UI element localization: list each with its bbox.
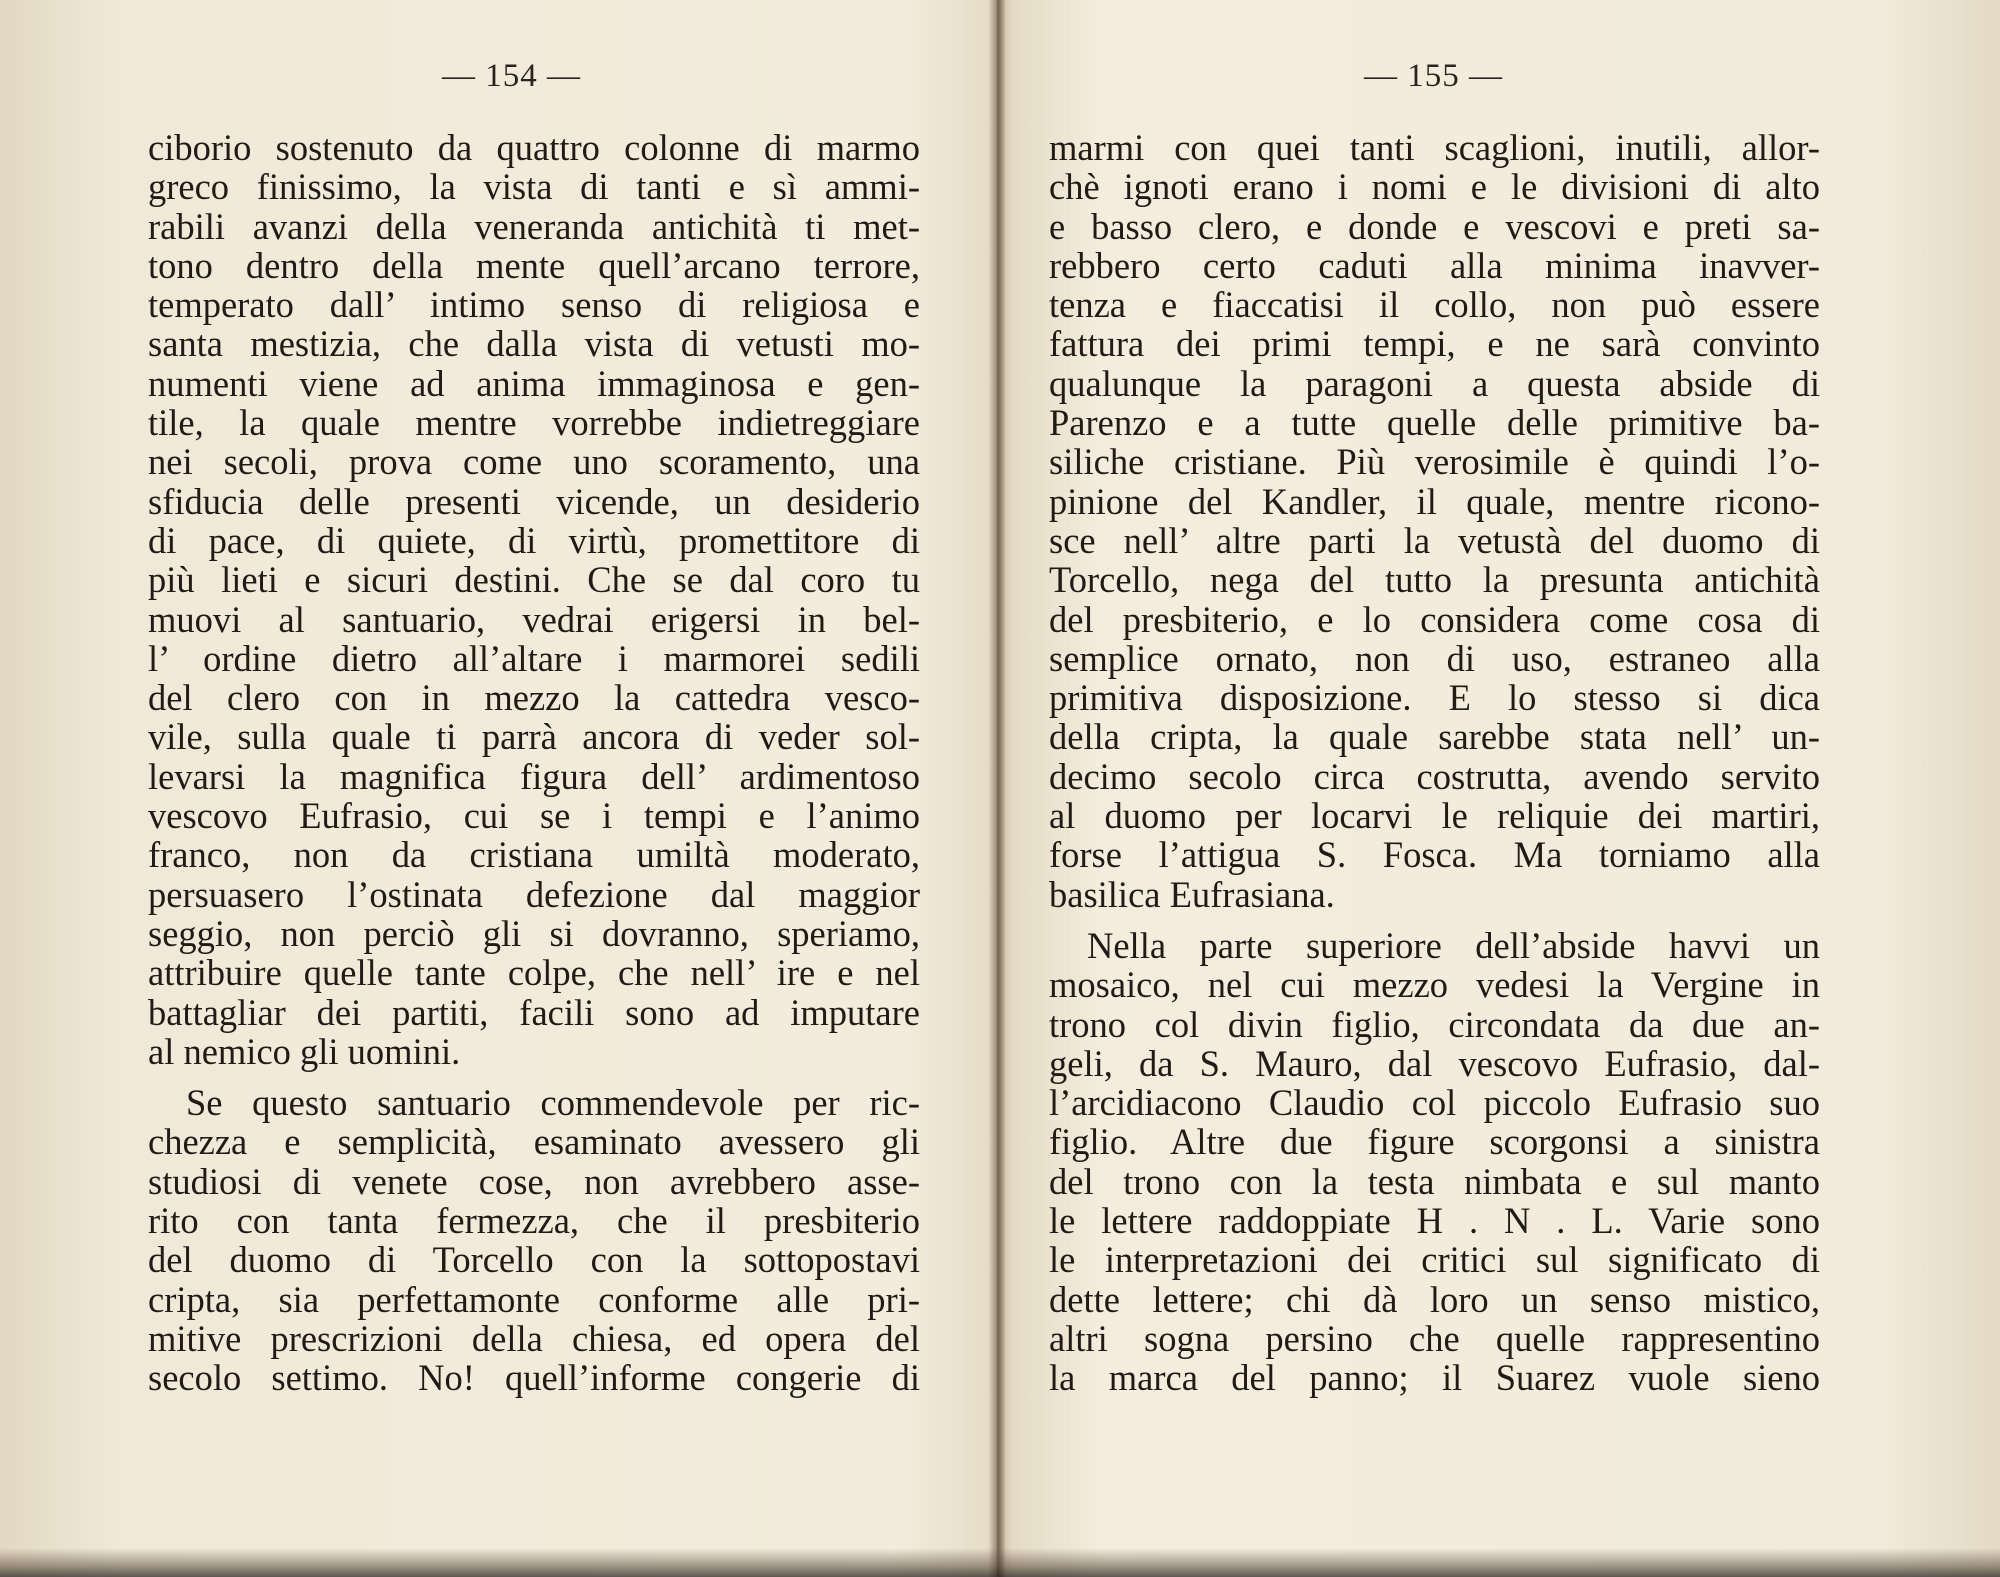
text-line: forse l’attigua S. Fosca. Ma torniamo alla <box>1049 834 1820 876</box>
text-line: marmi con quei tanti scaglioni, inutili, allor- <box>1049 127 1820 168</box>
text-line: più lieti e sicuri destini. Che se dal coro tu <box>148 559 920 601</box>
text-line: muovi al santuario, vedrai erigersi in bel- <box>148 598 920 640</box>
text-line: cripta, sia perfettamonte conforme alle pri- <box>148 1278 920 1320</box>
text-line: trono col divin figlio, circondata da due an- <box>1049 1003 1820 1045</box>
text-line: siliche cristiane. Più verosimile è quindi l’o- <box>1049 441 1820 483</box>
text-line: rito con tanta fermezza, che il presbiterio <box>148 1200 920 1242</box>
text-line: mosaico, nel cui mezzo vedesi la Vergine in <box>1049 964 1820 1006</box>
text-line: geli, da S. Mauro, dal vescovo Eufrasio, dal- <box>1049 1042 1820 1084</box>
text-line: di pace, di quiete, di virtù, promettitore di <box>148 519 920 561</box>
text-line: e basso clero, e donde e vescovi e preti sa- <box>1049 205 1820 247</box>
text-line: altri sogna persino che quelle rappresentino <box>1049 1317 1820 1359</box>
text-line: tono dentro della mente quell’arcano terrore, <box>148 244 920 286</box>
text-line: la marca del panno; il Suarez vuole sieno <box>1049 1357 1820 1399</box>
text-line: Nella parte superiore dell’abside havvi un <box>1087 924 1820 966</box>
text-line: fattura dei primi tempi, e ne sarà convinto <box>1049 323 1820 365</box>
text-line: attribuire quelle tante colpe, che nell’ ire e nel <box>148 952 920 994</box>
text-line: le interpretazioni dei critici sul significato di <box>1049 1239 1820 1281</box>
text-line: tenza e fiaccatisi il collo, non può essere <box>1049 284 1820 326</box>
text-line: della cripta, la quale sarebbe stata nell’ un- <box>1049 716 1820 758</box>
text-line: pinione del Kandler, il quale, mentre ricono- <box>1049 480 1820 522</box>
text-line: temperato dall’ intimo senso di religiosa e <box>148 284 920 326</box>
text-line: nei secoli, prova come uno scoramento, una <box>148 441 920 483</box>
right-page-text <box>1049 128 1820 1398</box>
text-line: chezza e semplicità, esaminato avessero gli <box>148 1121 920 1163</box>
text-line: ciborio sostenuto da quattro colonne di marmo <box>148 127 920 168</box>
text-line: franco, non da cristiana umiltà moderato, <box>148 834 920 876</box>
text-line: tile, la quale mentre vorrebbe indietreggiare <box>148 402 920 444</box>
text-line: qualunque la paragoni a questa abside di <box>1049 362 1820 404</box>
text-line: del trono con la testa nimbata e sul manto <box>1049 1160 1820 1202</box>
text-line: rebbero certo caduti alla minima inavver- <box>1049 244 1820 286</box>
text-line: del duomo di Torcello con la sottopostavi <box>148 1239 920 1281</box>
text-line: decimo secolo circa costrutta, avendo servito <box>1049 755 1820 797</box>
text-line: levarsi la magnifica figura dell’ ardimentoso <box>148 755 920 797</box>
text-line: chè ignoti erano i nomi e le divisioni di alto <box>1049 166 1820 208</box>
text-line: mitive prescrizioni della chiesa, ed opera del <box>148 1317 920 1359</box>
text-line: vescovo Eufrasio, cui se i tempi e l’animo <box>148 795 920 837</box>
text-line: al nemico gli uomini. <box>148 1030 461 1072</box>
text-line: seggio, non perciò gli si dovranno, speriamo, <box>148 912 920 954</box>
text-line: le lettere raddoppiate H . N . L. Varie sono <box>1049 1200 1820 1242</box>
text-line: Torcello, nega del tutto la presunta antichità <box>1049 559 1820 601</box>
page-bottom-edge <box>0 1548 2000 1577</box>
text-line: sce nell’ altre parti la vetustà del duomo di <box>1049 519 1820 561</box>
text-line: studiosi di venete cose, non avrebbero asse- <box>148 1160 920 1202</box>
text-line: Parenzo e a tutte quelle delle primitive ba- <box>1049 402 1820 444</box>
text-line: figlio. Altre due figure scorgonsi a sinistra <box>1049 1121 1820 1163</box>
text-line: greco finissimo, la vista di tanti e sì ammi- <box>148 166 920 208</box>
page-number-right: — 155 — <box>1364 58 1503 94</box>
text-line: battagliar dei partiti, facili sono ad imputare <box>148 991 920 1033</box>
text-line: sfiducia delle presenti vicende, un desiderio <box>148 480 920 522</box>
text-line: vile, sulla quale ti parrà ancora di veder sol- <box>148 716 920 758</box>
text-line: Se questo santuario commendevole per ric- <box>186 1082 920 1124</box>
text-line: rabili avanzi della veneranda antichità ti met- <box>148 205 920 247</box>
right-page <box>1004 0 2000 1540</box>
text-line: santa mestizia, che dalla vista di vetusti mo- <box>148 323 920 365</box>
left-page-text <box>148 128 920 1398</box>
text-line: del presbiterio, e lo considera come cosa di <box>1049 598 1820 640</box>
text-line: basilica Eufrasiana. <box>1049 873 1335 915</box>
text-line: persuasero l’ostinata defezione dal maggior <box>148 873 920 915</box>
text-line: l’ ordine dietro all’altare i marmorei sedili <box>148 637 920 679</box>
text-line: secolo settimo. No! quell’informe congerie di <box>148 1357 920 1399</box>
page-number-left: — 154 — <box>442 58 581 94</box>
text-line: dette lettere; chi dà loro un senso mistico, <box>1049 1278 1820 1320</box>
text-line: semplice ornato, non di uso, estraneo alla <box>1049 637 1820 679</box>
text-line: primitiva disposizione. E lo stesso si dica <box>1049 677 1820 719</box>
left-page <box>0 0 990 1540</box>
text-line: l’arcidiacono Claudio col piccolo Eufrasio suo <box>1049 1082 1820 1124</box>
text-line: al duomo per locarvi le reliquie dei martiri, <box>1049 795 1820 837</box>
text-line: del clero con in mezzo la cattedra vesco- <box>148 677 920 719</box>
text-line: numenti viene ad anima immaginosa e gen- <box>148 362 920 404</box>
